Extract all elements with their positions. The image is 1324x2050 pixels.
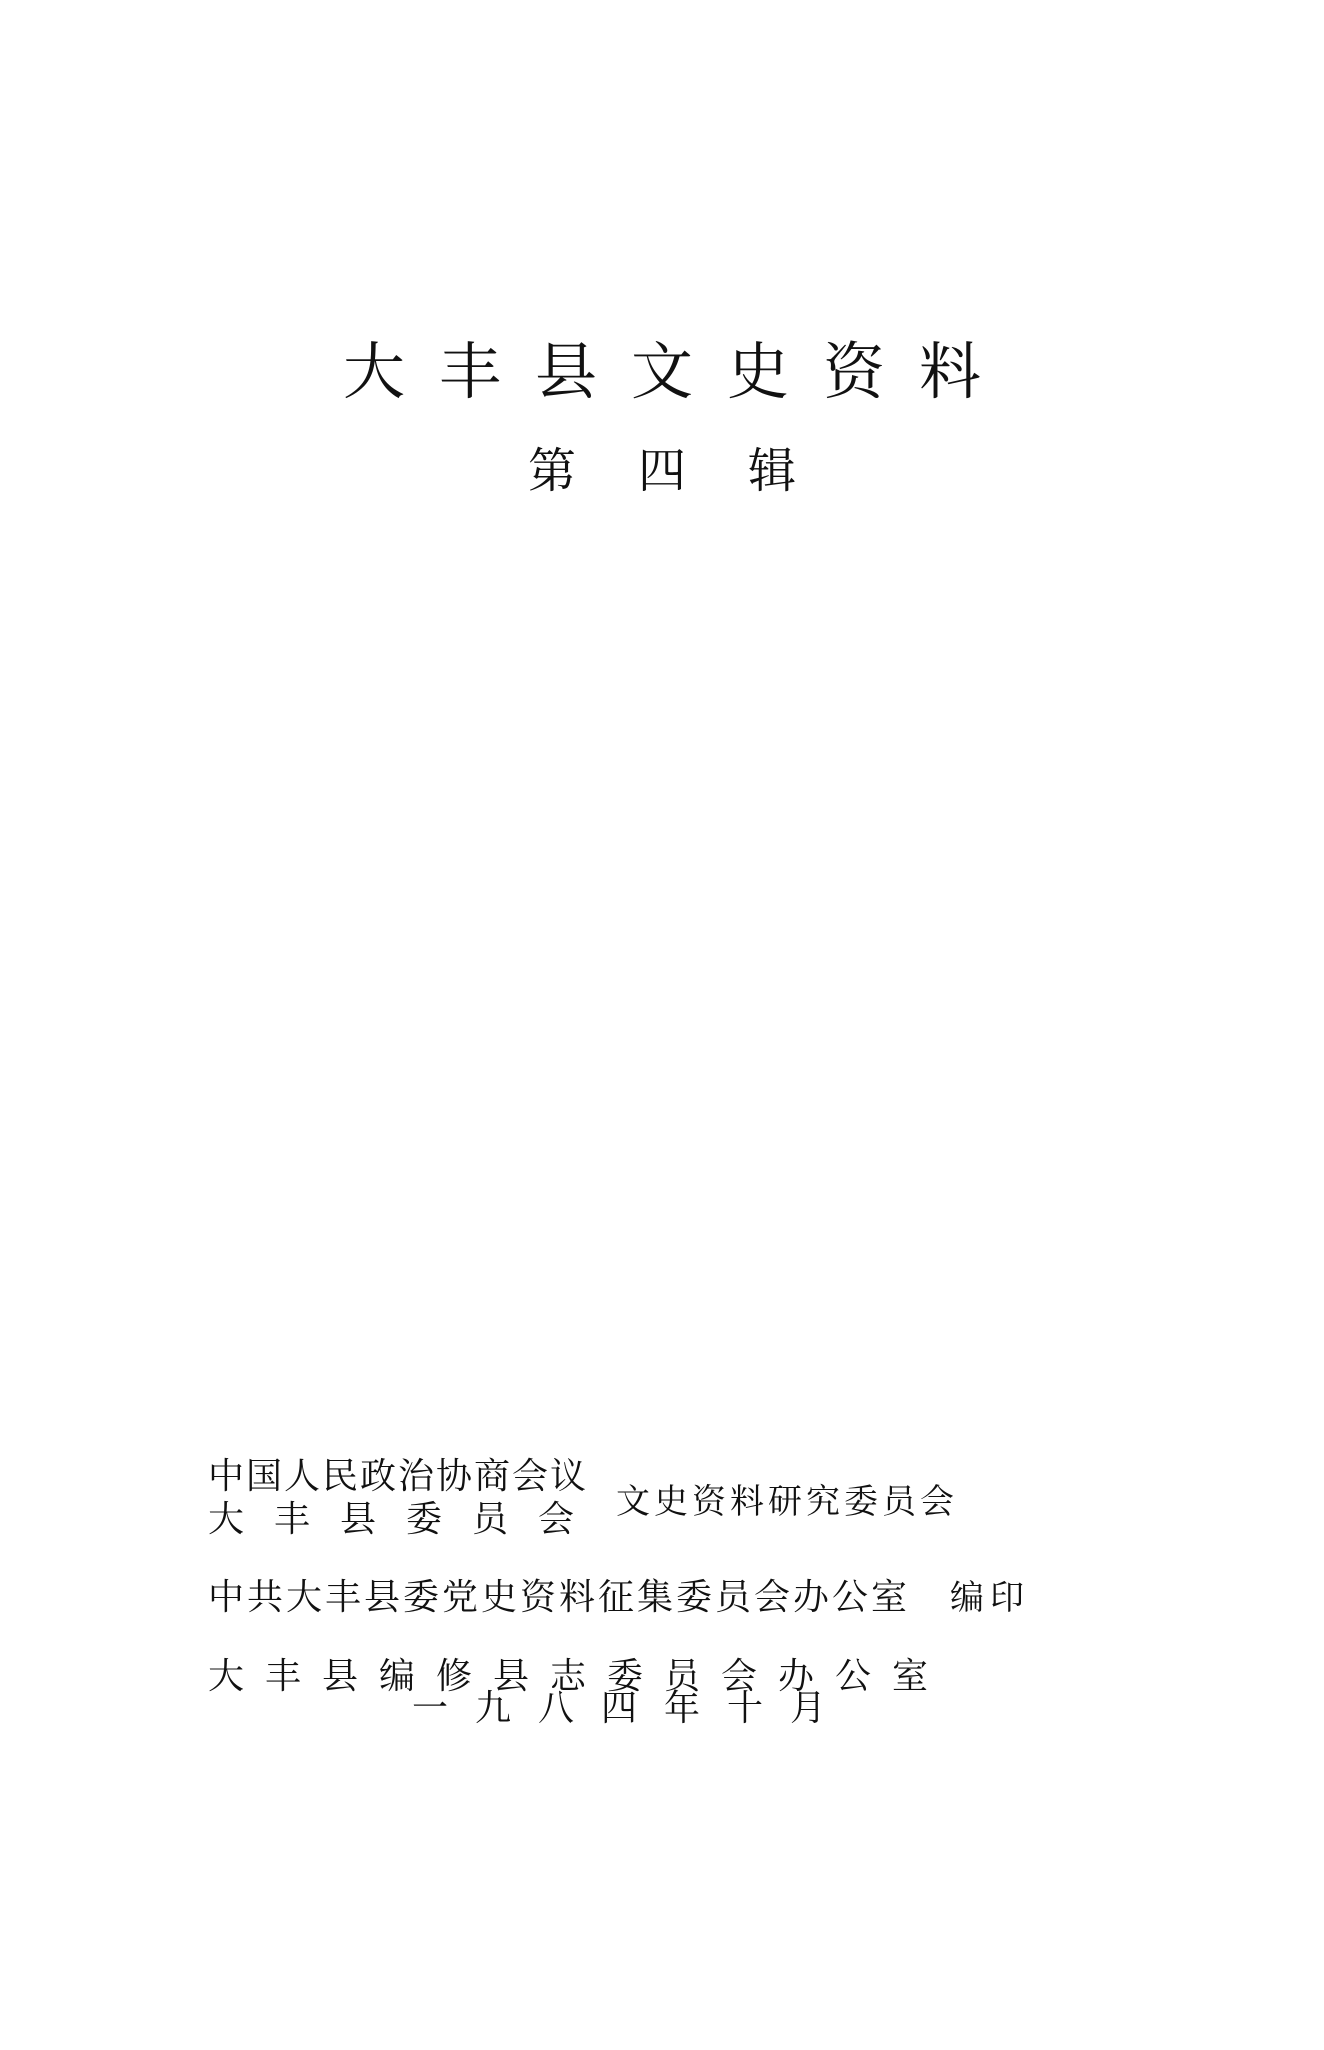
- joint-publisher-row: [208, 1455, 1030, 1541]
- joint-org-line1: 中国人民政治协商会议: [208, 1456, 589, 1497]
- third-organization: 大丰县编修县志委员会办公室: [208, 1656, 950, 1697]
- document-title: 大丰县文史资料: [342, 334, 1015, 408]
- joint-org-line2: 大丰县委员会: [208, 1499, 605, 1540]
- volume-number: 第四辑: [527, 443, 858, 499]
- publish-action: 编印: [950, 1578, 1031, 1618]
- publication-date: 一九八四年十月: [412, 1688, 854, 1729]
- second-organization: 中共大丰县委党史资料征集委员会办公室: [208, 1577, 911, 1618]
- joint-organization-stack: [208, 1455, 604, 1541]
- publisher-credits: [208, 1455, 1030, 1699]
- second-publisher-row: [208, 1569, 1030, 1620]
- joint-org-suffix: 文史资料研究委员会: [616, 1481, 959, 1522]
